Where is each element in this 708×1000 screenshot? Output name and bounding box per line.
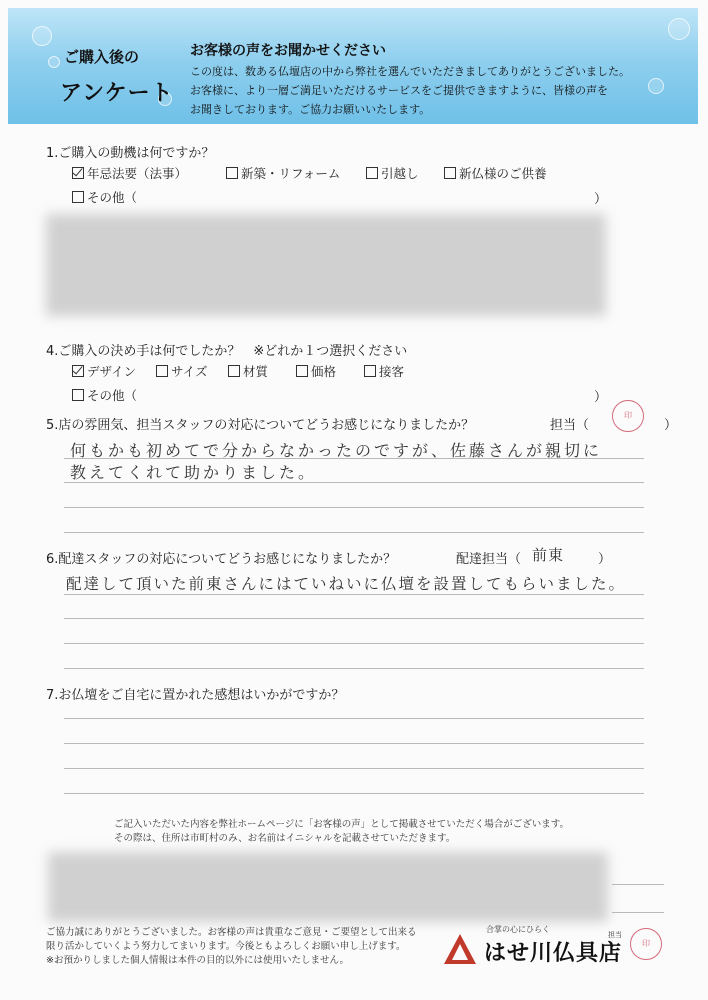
checkbox-icon[interactable] (156, 365, 168, 377)
ruled-line (64, 532, 644, 533)
option-label: 価格 (311, 364, 337, 379)
header-title: アンケート (60, 81, 174, 106)
ruled-line (64, 743, 644, 744)
ruled-line (64, 482, 644, 483)
ruled-line (612, 912, 664, 913)
q4-option-price[interactable] (296, 362, 336, 380)
question-7-label: 7.お仏壇をご自宅に置かれた感想はいかがですか？ (46, 688, 345, 703)
staff-seal-stamp: 印 (612, 400, 644, 432)
q6-staff-close: ） (598, 552, 612, 567)
option-label: その他（ (87, 388, 138, 403)
q4-option-service[interactable] (364, 362, 404, 380)
ruled-line (64, 718, 644, 719)
option-label: 年忌法要（法事） (87, 166, 188, 181)
checkbox-checked-icon[interactable] (72, 365, 84, 377)
header-banner (8, 8, 698, 124)
checkbox-icon[interactable] (228, 365, 240, 377)
redacted-customer-info (48, 852, 608, 922)
ruled-line (64, 594, 644, 595)
q4-other-close: ） (594, 390, 608, 405)
option-label: 引越し (381, 166, 419, 181)
option-label: 新築・リフォーム (241, 166, 341, 181)
ruled-line (64, 768, 644, 769)
question-5-label: 5.店の雰囲気、担当スタッフの対応についてどうお感じになりましたか？ (46, 418, 475, 433)
publication-note: ご記入いただいた内容を弊社ホームページに「お客様の声」として掲載させていただく場合がございます。 (114, 819, 570, 830)
thanks-line: ご協力誠にありがとうございました。お客様の声は貴重なご意見・ご要望として出来る (46, 927, 417, 938)
question-1-label: 1.ご購入の動機は何ですか？ (46, 146, 215, 161)
q6-staff-name: 前東 (532, 546, 565, 564)
thanks-line: ※お預かりしました個人情報は本件の目的以外には使用いたしません。 (46, 955, 350, 966)
q4-option-size[interactable] (156, 362, 208, 380)
q5-staff-close: ） (664, 418, 678, 433)
q5-staff-label: 担当（ (550, 418, 590, 433)
header-heading: お客様の声をお聞かせください (190, 43, 386, 59)
bubble-decoration (32, 26, 52, 46)
intro-line: お客様に、より一層ご満足いただけるサービスをご提供できますように、皆様の声を (190, 84, 608, 97)
q5-answer-line: 教えてくれて助かりました。 (70, 463, 318, 482)
option-label: その他（ (87, 190, 138, 205)
q1-option-other[interactable] (72, 188, 137, 206)
q6-answer-line: 配達して頂いた前東さんにはていねいに仏壇を設置してもらいました。 (66, 575, 627, 593)
option-label: 材質 (243, 364, 269, 379)
checkbox-icon[interactable] (366, 167, 378, 179)
ruled-line (64, 643, 644, 644)
bubble-decoration (668, 18, 690, 40)
header-intro (190, 62, 690, 119)
header-subtitle: ご購入後の (64, 48, 140, 66)
intro-line: お聞きしております。ご協力お願いいたします。 (190, 103, 431, 116)
q1-option-kuyo[interactable] (444, 164, 547, 182)
q1-option-hoji[interactable] (72, 164, 187, 182)
q4-option-other[interactable] (72, 386, 137, 404)
thanks-line: 限り活かしていくよう努力してまいります。今後ともよろしくお願い申し上げます。 (46, 941, 406, 952)
q5-answer-line: 何もかも初めてで分からなかったのですが、佐藤さんが親切に (70, 441, 603, 460)
ruled-line (612, 884, 664, 885)
checkbox-checked-icon[interactable] (72, 167, 84, 179)
logo-name: はせ川仏具店 (484, 941, 623, 966)
q4-option-material[interactable] (228, 362, 268, 380)
logo-tagline: 合掌の心にひらく (486, 925, 550, 934)
checkbox-icon[interactable] (72, 389, 84, 401)
option-label: 接客 (379, 364, 405, 379)
ruled-line (64, 668, 644, 669)
checkbox-icon[interactable] (226, 167, 238, 179)
seal-stamp: 印 (630, 928, 662, 960)
option-label: サイズ (171, 364, 208, 379)
bubble-decoration (48, 56, 60, 68)
redacted-section (46, 214, 606, 316)
company-logo-icon (442, 932, 478, 966)
ruled-line (64, 458, 644, 459)
ruled-line (64, 793, 644, 794)
ruled-line (64, 507, 644, 508)
tanto-label: 担当 (608, 931, 622, 939)
intro-line: この度は、数ある仏壇店の中から弊社を選んでいただきましてありがとうございました。 (190, 65, 630, 78)
publication-note: その際は、住所は市町村のみ、お名前はイニシャルを記載させていただきます。 (114, 833, 456, 844)
checkbox-icon[interactable] (296, 365, 308, 377)
ruled-line (64, 618, 644, 619)
q1-option-shinchiku[interactable] (226, 164, 340, 182)
checkbox-icon[interactable] (72, 191, 84, 203)
option-label: 新仏様のご供養 (459, 166, 547, 181)
q4-option-design[interactable] (72, 362, 136, 380)
checkbox-icon[interactable] (364, 365, 376, 377)
q6-staff-label: 配達担当（ (456, 552, 522, 567)
checkbox-icon[interactable] (444, 167, 456, 179)
question-4-label: 4.ご購入の決め手は何でしたか？ ※どれか１つ選択ください (46, 344, 408, 359)
q1-other-close: ） (594, 192, 608, 207)
q1-option-hikkoshi[interactable] (366, 164, 419, 182)
question-6-label: 6.配達スタッフの対応についてどうお感じになりましたか？ (46, 552, 397, 567)
option-label: デザイン (87, 364, 137, 379)
